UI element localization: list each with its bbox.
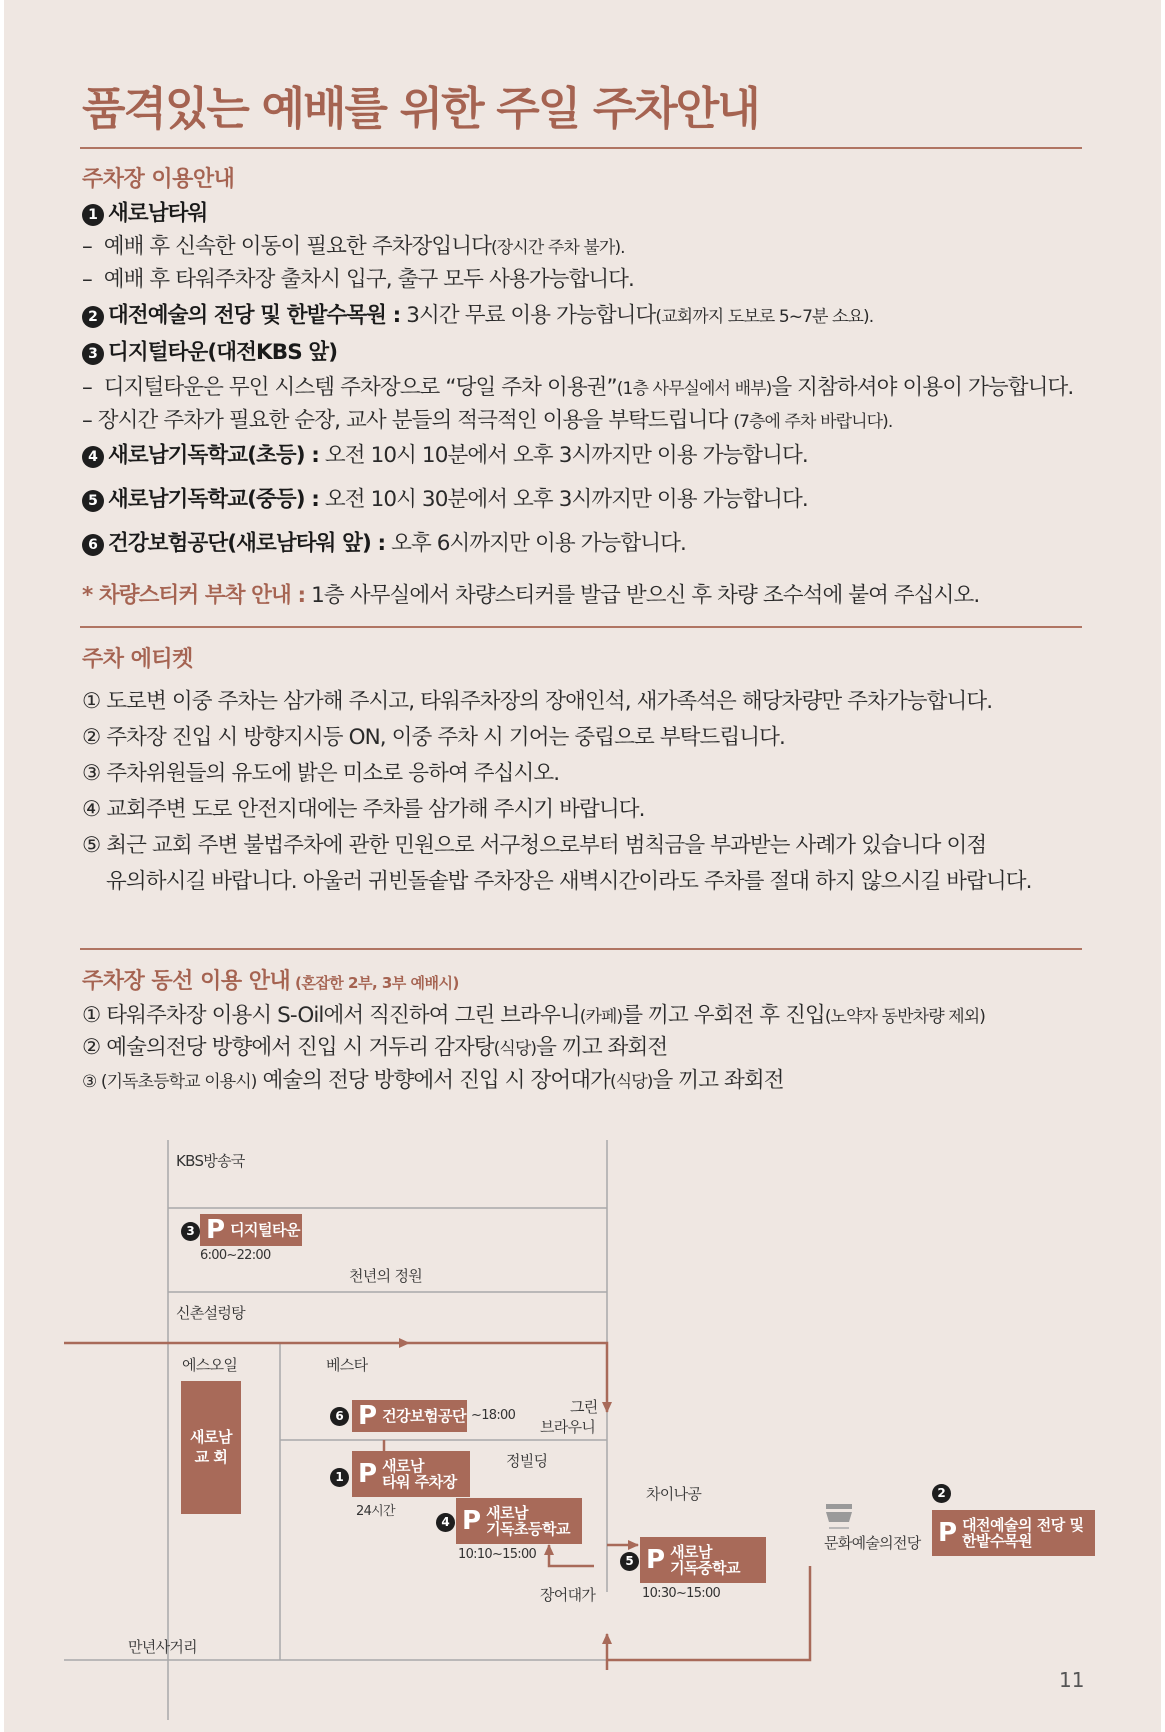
building-icon: [826, 1512, 852, 1522]
hours: ~18:00: [471, 1408, 516, 1423]
etiquette-item: ① 도로변 이중 주차는 삼가해 주시고, 타워주차장의 장애인석, 새가족석은 해당차량만 주차가능합니다.: [82, 689, 993, 714]
number-badge: 1: [330, 1468, 349, 1487]
label-garden: 천년의 정원: [349, 1267, 423, 1285]
hours: 6:00~22:00: [200, 1248, 271, 1263]
usage-item-1-line-2: – 예배 후 타워주차장 출차시 입구, 출구 모두 사용가능합니다.: [82, 267, 634, 292]
label-sinchon: 신촌설렁탕: [176, 1304, 245, 1322]
parking-route-map: [4, 1120, 1161, 1732]
item-name: 새로남타워: [108, 201, 208, 226]
number-badge: 5: [620, 1552, 639, 1571]
sticker-notice: * 차량스티커 부착 안내 : 1층 사무실에서 차량스티커를 발급 받으신 후 차량 조수석에 붙여 주십시오.: [82, 583, 980, 608]
label-brownie: 브라우니: [540, 1418, 596, 1436]
parking-middle-school: P 새로남 기독중학교: [640, 1537, 766, 1583]
page-title: 품격있는 예배를 위한 주일 주차안내: [82, 82, 759, 135]
label-vesta: 베스타: [326, 1356, 368, 1374]
divider: [80, 626, 1082, 628]
hours: 10:10~15:00: [458, 1547, 537, 1562]
number-badge: 3: [181, 1222, 200, 1241]
etiquette-item: ② 주차장 진입 시 방향지시등 ON, 이중 주차 시 기어는 중립으로 부탁드립니다.: [82, 725, 785, 750]
parking-icon: P: [206, 1215, 226, 1245]
divider: [80, 948, 1082, 950]
route-item-2: ② 예술의전당 방향에서 진입 시 거두리 감자탕(식당)을 끼고 좌회전: [82, 1035, 668, 1060]
etiquette-item-continued: 유의하시길 바랍니다. 아울러 귀빈돌솥밥 주차장은 새벽시간이라도 주차를 절대 하지 않으시길 바랍니다.: [106, 869, 1032, 894]
usage-item-1: [82, 200, 207, 228]
usage-item-4: 4 새로남기독학교(초등) : 오전 10시 10분에서 오후 3시까지만 이용 가능합니다.: [82, 442, 808, 470]
divider: [80, 147, 1082, 149]
usage-item-3-line-1: – 디지털타운은 무인 시스템 주차장으로 “당일 주차 이용권”(1층 사무실에서 배부)을 지참하셔야 이용이 가능합니다.: [82, 375, 1074, 400]
label-crossroad: 만년사거리: [128, 1638, 197, 1656]
parking-health-insurance: P 건강보험공단: [352, 1400, 467, 1432]
usage-item-1-line-1: – 예배 후 신속한 이동이 필요한 주차장입니다(장시간 주차 불가).: [82, 234, 625, 259]
usage-item-3: 3 디지털타운(대전KBS 앞): [82, 339, 337, 367]
etiquette-item: ③ 주차위원들의 유도에 밝은 미소로 응하여 주십시오.: [82, 761, 560, 786]
route-arrow: [549, 1545, 594, 1566]
etiquette-item: ⑤ 최근 교회 주변 불법주차에 관한 민원으로 서구청으로부터 범칙금을 부과받는 사례가 있습니다 이점: [82, 833, 987, 858]
church-building: 새로남 교 회: [181, 1381, 241, 1514]
usage-item-3-line-2: – 장시간 주차가 필요한 순장, 교사 분들의 적극적인 이용을 부탁드립니다 (7층에 주차 바랍니다).: [82, 408, 893, 433]
page-number: 11: [1059, 1668, 1085, 1692]
number-badge: 2: [932, 1484, 951, 1503]
label-culture-center: 문화예술의전당: [824, 1534, 921, 1552]
section-header-etiquette: 주차 에티켓: [82, 647, 193, 672]
label-eel: 장어대가: [540, 1586, 596, 1604]
etiquette-item: ④ 교회주변 도로 안전지대에는 주차를 삼가해 주시기 바랍니다.: [82, 797, 645, 822]
usage-item-5: 5 새로남기독학교(중등) : 오전 10시 30분에서 오후 3시까지만 이용 가능합니다.: [82, 486, 808, 514]
number-badge: 1: [82, 204, 104, 226]
usage-item-2: 2 대전예술의 전당 및 한밭수목원 : 3시간 무료 이용 가능합니다(교회까지 도보로 5~7분 소요).: [82, 302, 873, 331]
label-green: 그린: [570, 1398, 598, 1416]
label-kbs: KBS방송국: [176, 1152, 245, 1170]
parking-elementary-school: P 새로남 기독초등학교: [456, 1498, 582, 1544]
parking-digital-town: P 디지털타운: [200, 1214, 302, 1246]
label-soil: 에스오일: [182, 1356, 238, 1374]
section-header-usage: 주차장 이용안내: [82, 167, 235, 192]
number-badge: 6: [330, 1407, 349, 1426]
label-china: 차이나공: [646, 1485, 702, 1503]
route-item-1: ① 타워주차장 이용시 S-Oil에서 직진하여 그린 브라우니(카페)를 끼고 우회전 후 진입(노약자 동반차량 제외): [82, 1003, 985, 1028]
route-item-3: ③ (기독초등학교 이용시) 예술의 전당 방향에서 진입 시 장어대가(식당)을 끼고 좌회전: [82, 1068, 784, 1093]
page: [4, 0, 1161, 1732]
number-badge: 4: [436, 1513, 455, 1532]
label-jeongbil: 정빌딩: [506, 1452, 548, 1470]
hours: 10:30~15:00: [642, 1586, 721, 1601]
parking-tower: P 새로남 타워 주차장: [352, 1451, 470, 1497]
usage-item-6: 6 건강보험공단(새로남타워 앞) : 오후 6시까지만 이용 가능합니다.: [82, 530, 686, 558]
parking-arts-center: P 대전예술의 전당 및 한밭수목원: [932, 1510, 1095, 1556]
section-header-route: 주차장 동선 이용 안내 (혼잡한 2부, 3부 예배시): [82, 969, 459, 994]
hours: 24시간: [356, 1504, 395, 1519]
